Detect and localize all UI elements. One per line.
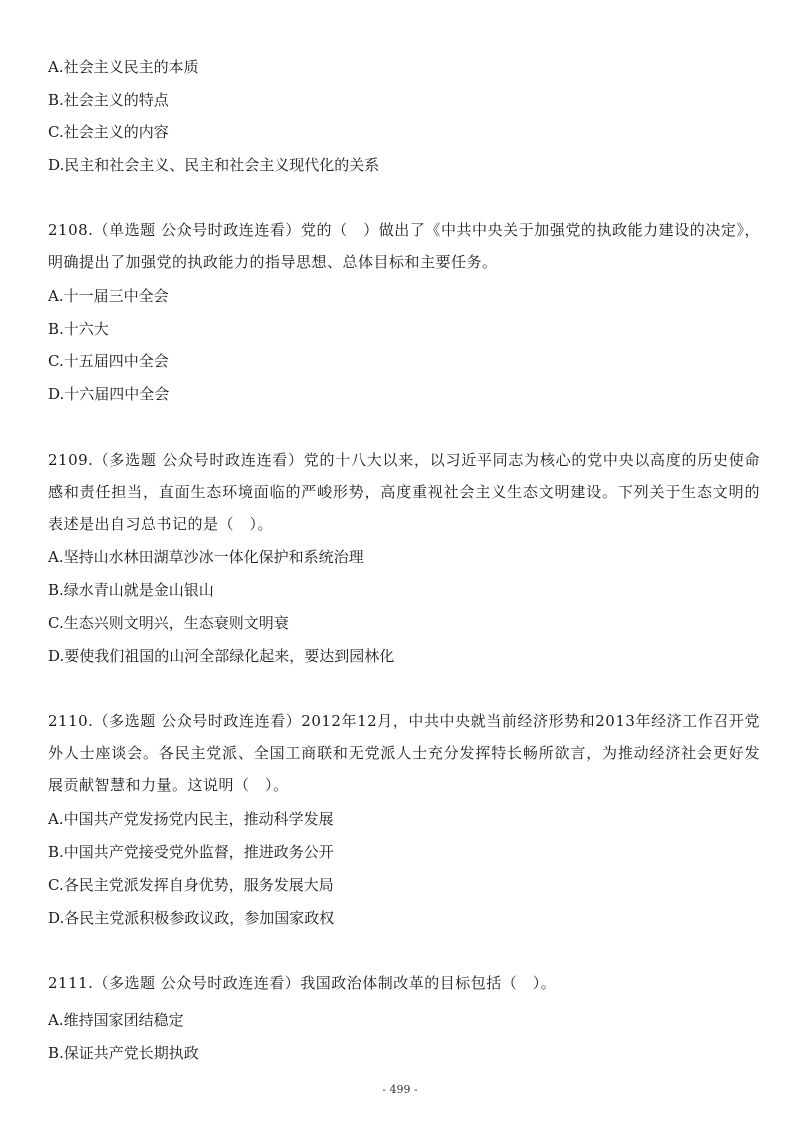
- option-2107-d: D.民主和社会主义、民主和社会主义现代化的关系: [48, 156, 380, 174]
- option-2111-b: B.保证共产党长期执政: [48, 1044, 199, 1062]
- option-2110-c: C.各民主党派发挥自身优势，服务发展大局: [48, 876, 334, 894]
- option-2108-b: B.十六大: [48, 320, 109, 338]
- option-2109-c: C.生态兴则文明兴，生态衰则文明衰: [48, 614, 289, 632]
- option-2110-b: B.中国共产党接受党外监督，推进政务公开: [48, 843, 334, 861]
- option-2109-a: A.坚持山水林田湖草沙冰一体化保护和系统治理: [48, 548, 364, 566]
- option-2111-a: A.维持国家团结稳定: [48, 1011, 184, 1029]
- question-2111-stem: 2111.（多选题 公众号时政连连看）我国政治体制改革的目标包括（ ）。: [48, 974, 557, 992]
- option-2110-d: D.各民主党派积极参政议政，参加国家政权: [48, 909, 335, 927]
- option-2109-b: B.绿水青山就是金山银山: [48, 581, 214, 599]
- page-number: - 499 -: [382, 1083, 418, 1096]
- option-2108-d: D.十六届四中全会: [48, 385, 170, 403]
- question-2109-stem: 2109.（多选题 公众号时政连连看）党的十八大以来，以习近平同志为核心的党中央以高度的历史使命感和责任担当，直面生态环境面临的严峻形势，高度重视社会主义生态文明建设。下列关于生态文明的表述是出自习总书记的是（ ）。: [48, 451, 760, 533]
- option-2107-c: C.社会主义的内容: [48, 123, 169, 141]
- question-2110-stem: 2110.（多选题 公众号时政连连看）2012年12月，中共中央就当前经济形势和2013年经济工作召开党外人士座谈会。各民主党派、全国工商联和无党派人士充分发挥特长畅所欲言，为推动经济社会更好发展贡献智慧和力量。这说明（ ）。: [48, 712, 760, 794]
- option-2110-a: A.中国共产党发扬党内民主，推动科学发展: [48, 810, 334, 828]
- option-2109-d: D.要使我们祖国的山河全部绿化起来，要达到园林化: [48, 647, 395, 665]
- option-2107-a: A.社会主义民主的本质: [48, 58, 199, 76]
- option-2108-a: A.十一届三中全会: [48, 287, 169, 305]
- question-2108-stem: 2108.（单选题 公众号时政连连看）党的（ ）做出了《中共中央关于加强党的执政能力建设的决定》，明确提出了加强党的执政能力的指导思想、总体目标和主要任务。: [48, 221, 760, 271]
- option-2107-b: B.社会主义的特点: [48, 91, 169, 109]
- option-2108-c: C.十五届四中全会: [48, 352, 169, 370]
